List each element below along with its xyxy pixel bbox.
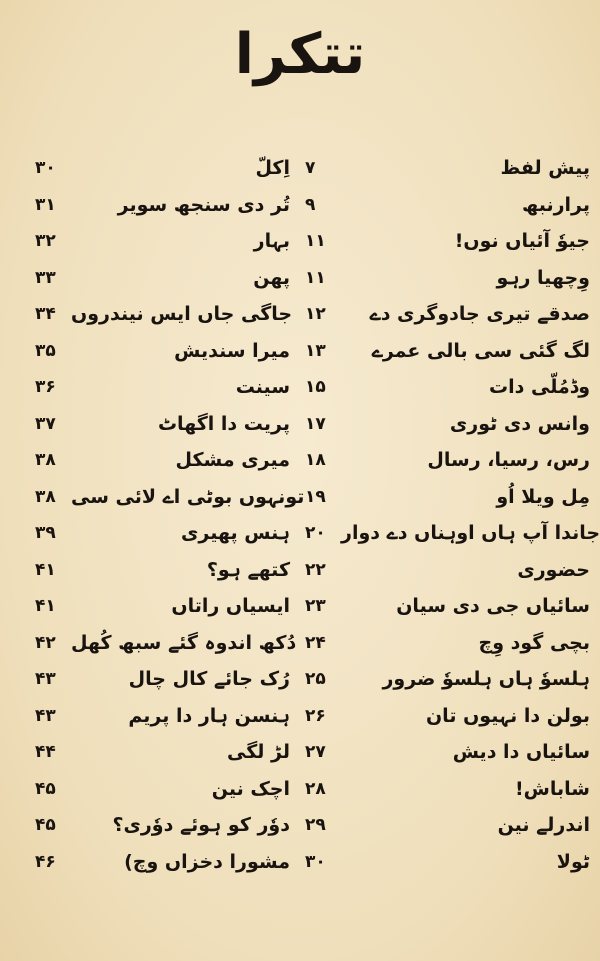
toc-entry-title: حضوری xyxy=(517,558,590,581)
toc-entry xyxy=(30,698,290,735)
toc-entry xyxy=(30,844,290,881)
toc-entry xyxy=(30,515,290,552)
toc-entry-title: ہلسوٗ ہاں ہلسوٗ ضرور xyxy=(382,668,590,691)
toc-entry-title: لڑ لگی xyxy=(227,741,290,764)
toc-page-number: ۱۸ xyxy=(305,450,326,471)
toc-page-number: ۳۴ xyxy=(35,304,56,325)
toc-page-number: ۴۲ xyxy=(35,632,56,653)
toc-entry xyxy=(300,844,590,881)
toc-entry-title: بچی گود وِچ xyxy=(478,631,590,654)
toc-entry xyxy=(30,588,290,625)
toc-entry xyxy=(30,296,293,333)
toc-page-number: ۳۵ xyxy=(35,340,56,361)
toc-entry xyxy=(300,369,590,406)
toc-page-number: ۴۱ xyxy=(35,559,56,580)
toc-entry-title: رُک جائے کال چال xyxy=(128,668,290,691)
toc-page-number: ۲۷ xyxy=(305,742,326,763)
toc-page-number: ۷ xyxy=(305,158,316,179)
toc-page-number: ۴۳ xyxy=(35,669,56,690)
toc-entry xyxy=(30,771,290,808)
toc-page-number: ۱۵ xyxy=(305,377,326,398)
toc-entry-title: اچک نین xyxy=(211,777,290,800)
toc-entry xyxy=(300,771,590,808)
toc-page-number: ۱۱ xyxy=(305,231,326,252)
toc-page-number: ۲۶ xyxy=(305,705,326,726)
toc-entry-title: کتھے ہو؟ xyxy=(206,558,290,581)
toc-page-number: ۳۰ xyxy=(35,158,56,179)
toc-entry-title: ہنس پھیری xyxy=(180,522,290,545)
toc-page-number: ۱۲ xyxy=(305,304,326,325)
toc-entry xyxy=(300,515,600,552)
toc-entry-title: جاندا آپ ہاں اوہناں دے دوار xyxy=(341,522,600,545)
toc-entry-title: میری مشکل xyxy=(175,449,290,472)
toc-page-number: ۳۸ xyxy=(35,450,56,471)
toc-page-number: ۳۷ xyxy=(35,413,56,434)
toc-entry xyxy=(300,479,590,516)
toc-page-number: ۱۷ xyxy=(305,413,326,434)
toc-page-number: ۴۵ xyxy=(35,815,56,836)
toc-entry xyxy=(30,150,290,187)
toc-page-number: ۴۱ xyxy=(35,596,56,617)
toc-entry-title: رس، رسیا، رسال xyxy=(427,449,590,472)
toc-entry xyxy=(30,187,290,224)
toc-entry xyxy=(300,223,590,260)
toc-left-column xyxy=(30,150,305,910)
toc-entry xyxy=(30,369,290,406)
toc-entry xyxy=(30,223,290,260)
toc-entry xyxy=(300,406,590,443)
toc-page-number: ۳۲ xyxy=(35,231,56,252)
toc-entry-title: صدقے تیری جادوگری دے xyxy=(369,303,590,326)
toc-entry-title: اِکلّ xyxy=(255,157,290,180)
toc-entry-title: بہار xyxy=(253,230,290,253)
toc-right-column xyxy=(300,150,600,910)
toc-entry-title: دوٗر کو ہوئے دوٗری؟ xyxy=(112,814,290,837)
toc-entry xyxy=(300,442,590,479)
toc-entry-title: جیوٗ آئیاں نوں! xyxy=(454,230,590,253)
toc-entry-title: پھن xyxy=(253,266,290,289)
toc-page-number: ۱۹ xyxy=(305,486,326,507)
toc-entry xyxy=(30,479,305,516)
toc-entry-title: ہنسن ہار دا پریم xyxy=(128,704,290,727)
toc-entry-title: بولن دا نہیوں تان xyxy=(425,704,590,727)
toc-entry xyxy=(300,625,590,662)
toc-entry-title: ایسیاں راتاں xyxy=(171,595,290,618)
toc-entry xyxy=(300,661,590,698)
toc-entry-title: پیش لفظ xyxy=(500,157,590,180)
toc-page-number: ۲۸ xyxy=(305,778,326,799)
toc-page-number: ۳۹ xyxy=(35,523,56,544)
toc-entry xyxy=(30,442,290,479)
toc-entry xyxy=(30,406,290,443)
toc-page-number: ۲۹ xyxy=(305,815,326,836)
toc-page-number: ۳۳ xyxy=(35,267,56,288)
toc-entry xyxy=(300,187,590,224)
toc-entry xyxy=(300,333,590,370)
toc-entry-title: سائیاں جی دی سیان xyxy=(396,595,590,618)
toc-entry-title: جاگی جاں ایس نیندروں xyxy=(71,303,293,326)
toc-entry xyxy=(300,296,590,333)
toc-entry-title: سینت xyxy=(235,376,290,399)
toc-entry-title: مشورا دخزاں وچ) xyxy=(124,850,290,873)
toc-page-number: ۲۵ xyxy=(305,669,326,690)
toc-entry xyxy=(30,625,297,662)
toc-page-number: ۳۱ xyxy=(35,194,56,215)
toc-entry xyxy=(300,552,590,589)
toc-entry xyxy=(30,333,290,370)
toc-entry-title: مِل ویلا اُو xyxy=(496,485,590,508)
toc-entry-title: تونہوں بوٹی اے لائی سی xyxy=(71,485,305,508)
toc-entry xyxy=(300,150,590,187)
toc-entry xyxy=(30,661,290,698)
toc-entry-title: دُکھ اندوہ گئے سبھ کُھل xyxy=(71,631,297,654)
toc-entry xyxy=(300,698,590,735)
toc-entry-title: وِچھیا رہو xyxy=(496,266,590,289)
toc-entry xyxy=(30,552,290,589)
toc-entry-title: وانس دی ٹوری xyxy=(449,412,590,435)
page-title: تتکرا xyxy=(234,22,366,87)
toc-page-number: ۴۴ xyxy=(35,742,56,763)
toc-page-number: ۱۳ xyxy=(305,340,326,361)
toc-page-number: ۴۳ xyxy=(35,705,56,726)
toc-entry-title: میرا سندیش xyxy=(174,339,290,362)
toc-page-number: ۹ xyxy=(305,194,316,215)
toc-entry-title: پرارنبھ xyxy=(521,193,590,216)
toc-entry-title: پریت دا اگھاٹ xyxy=(157,412,290,435)
toc-page-number: ۲۳ xyxy=(305,596,326,617)
toc-entry xyxy=(300,734,590,771)
toc-entry-title: وڈمُلّی دات xyxy=(489,376,590,399)
toc-entry xyxy=(300,260,590,297)
toc-page-number: ۳۶ xyxy=(35,377,56,398)
toc-page-number: ۳۸ xyxy=(35,486,56,507)
toc-page-number: ۲۰ xyxy=(305,523,326,544)
toc-entry-title: تُر دی سنجھ سویر xyxy=(117,193,290,216)
toc-entry xyxy=(300,588,590,625)
toc-page-number: ۲۴ xyxy=(305,632,326,653)
toc-entry-title: سائیاں دا دیش xyxy=(452,741,590,764)
toc-entry xyxy=(30,807,290,844)
toc-entry-title: ٹولا xyxy=(556,850,590,873)
toc-page-number: ۴۵ xyxy=(35,778,56,799)
toc-entry-title: شاباش! xyxy=(515,777,590,800)
toc-entry xyxy=(30,260,290,297)
toc-page-number: ۲۲ xyxy=(305,559,326,580)
toc-page-number: ۴۶ xyxy=(35,851,56,872)
toc-entry-title: اندرلے نین xyxy=(497,814,590,837)
toc-page-number: ۳۰ xyxy=(305,851,326,872)
toc-entry xyxy=(300,807,590,844)
toc-entry-title: لگ گئی سی بالی عمرے xyxy=(371,339,590,362)
toc-entry xyxy=(30,734,290,771)
toc-page-number: ۱۱ xyxy=(305,267,326,288)
